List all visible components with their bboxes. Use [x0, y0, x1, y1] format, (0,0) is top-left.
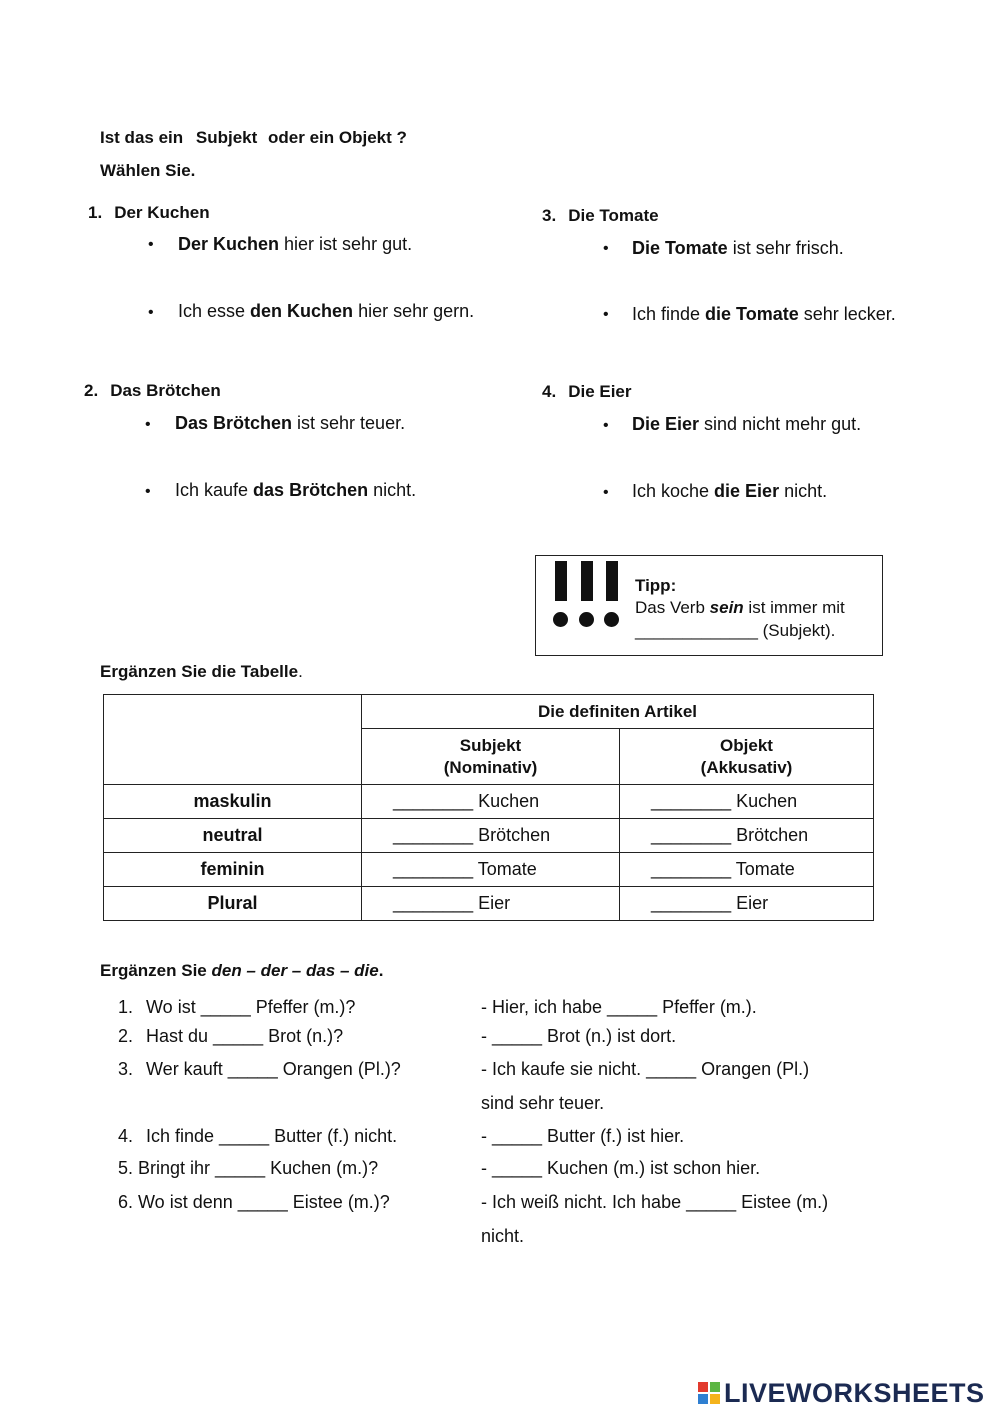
logo-grid-icon — [698, 1382, 720, 1404]
answer-6-continued: nicht. — [481, 1226, 525, 1246]
table-row — [104, 819, 874, 853]
instruction-line-2: Wählen Sie. — [100, 161, 196, 180]
blank-cell[interactable]: ________ Eier — [620, 887, 874, 921]
item-2-sentence-1[interactable]: Das Brötchen ist sehr teuer. — [175, 413, 406, 433]
row-label: Plural — [104, 887, 362, 921]
blank-cell[interactable]: ________ Kuchen — [620, 785, 874, 819]
blank-cell[interactable]: ________ Eier — [362, 887, 620, 921]
tip-blank[interactable]: _____________ (Subjekt). — [635, 621, 836, 640]
item-1-heading: 1. Der Kuchen — [88, 203, 210, 222]
blank-cell[interactable]: ________ Brötchen — [620, 819, 874, 853]
item-1-sentence-2[interactable]: Ich esse den Kuchen hier sehr gern. — [178, 301, 475, 321]
answer-5[interactable]: - _____ Kuchen (m.) ist schon hier. — [481, 1158, 761, 1178]
table-heading: Ergänzen Sie die Tabelle. — [100, 662, 303, 681]
row-label: neutral — [104, 819, 362, 853]
item-4-heading: 4. Die Eier — [542, 382, 632, 401]
word-objekt: Objekt — [338, 128, 392, 147]
answer-3-continued: sind sehr teuer. — [481, 1093, 605, 1113]
answer-1[interactable]: - Hier, ich habe _____ Pfeffer (m.). — [481, 997, 757, 1017]
item-4-sentence-1[interactable]: Die Eier sind nicht mehr gut. — [632, 414, 862, 434]
question-4[interactable]: 4. Ich finde _____ Butter (f.) nicht. — [118, 1126, 398, 1146]
col-header-subjekt: Subjekt (Nominativ) — [362, 729, 620, 785]
question-2[interactable]: 2. Hast du _____ Brot (n.)? — [118, 1026, 344, 1046]
table-row — [104, 887, 874, 921]
row-label: feminin — [104, 853, 362, 887]
blank-cell[interactable]: ________ Brötchen — [362, 819, 620, 853]
table-row — [104, 853, 874, 887]
bullet: • — [145, 416, 151, 433]
blank-cell[interactable]: ________ Tomate — [620, 853, 874, 887]
question-5[interactable]: 5. Bringt ihr _____ Kuchen (m.)? — [118, 1158, 379, 1178]
answer-6[interactable]: - Ich weiß nicht. Ich habe _____ Eistee (m.) — [481, 1192, 829, 1212]
word-subjekt: Subjekt — [195, 128, 258, 147]
bullet: • — [603, 417, 609, 434]
table-row — [104, 785, 874, 819]
instruction-line-1: Ist das ein Subjekt oder ein Objekt ? — [100, 128, 407, 147]
col-header-objekt: Objekt (Akkusativ) — [620, 729, 874, 785]
question-1[interactable]: 1. Wo ist _____ Pfeffer (m.)? — [118, 997, 356, 1017]
logo-text: LIVEWORKSHEETS — [724, 1378, 985, 1408]
blank-cell[interactable]: ________ Tomate — [362, 853, 620, 887]
fill-heading: Ergänzen Sie den – der – das – die. — [100, 961, 384, 980]
row-label: maskulin — [104, 785, 362, 819]
bullet: • — [148, 236, 154, 253]
table-group-header: Die definiten Artikel — [362, 695, 874, 729]
blank-cell[interactable]: ________ Kuchen — [362, 785, 620, 819]
tip-title: Tipp: — [635, 576, 677, 595]
tip-box — [535, 555, 883, 656]
answer-2[interactable]: - _____ Brot (n.) ist dort. — [481, 1026, 677, 1046]
bullet: • — [148, 304, 154, 321]
answer-3[interactable]: - Ich kaufe sie nicht. _____ Orangen (Pl.) — [481, 1059, 810, 1079]
bullet: • — [603, 306, 609, 323]
bullet: • — [145, 483, 151, 500]
bullet: • — [603, 484, 609, 501]
question-3[interactable]: 3. Wer kauft _____ Orangen (Pl.)? — [118, 1059, 401, 1079]
item-2-heading: 2. Das Brötchen — [84, 381, 221, 400]
item-4-sentence-2[interactable]: Ich koche die Eier nicht. — [632, 481, 828, 501]
item-3-heading: 3. Die Tomate — [542, 206, 659, 225]
answer-4[interactable]: - _____ Butter (f.) ist hier. — [481, 1126, 685, 1146]
item-1-sentence-1[interactable]: Der Kuchen hier ist sehr gut. — [178, 234, 413, 254]
item-2-sentence-2[interactable]: Ich kaufe das Brötchen nicht. — [175, 480, 417, 500]
item-3-sentence-1[interactable]: Die Tomate ist sehr frisch. — [632, 238, 844, 258]
item-3-sentence-2[interactable]: Ich finde die Tomate sehr lecker. — [632, 304, 896, 324]
question-6[interactable]: 6. Wo ist denn _____ Eistee (m.)? — [118, 1192, 390, 1212]
tip-text: Das Verb sein ist immer mit — [635, 598, 845, 617]
table-corner — [104, 695, 362, 785]
article-table — [103, 694, 874, 921]
bullet: • — [603, 240, 609, 257]
